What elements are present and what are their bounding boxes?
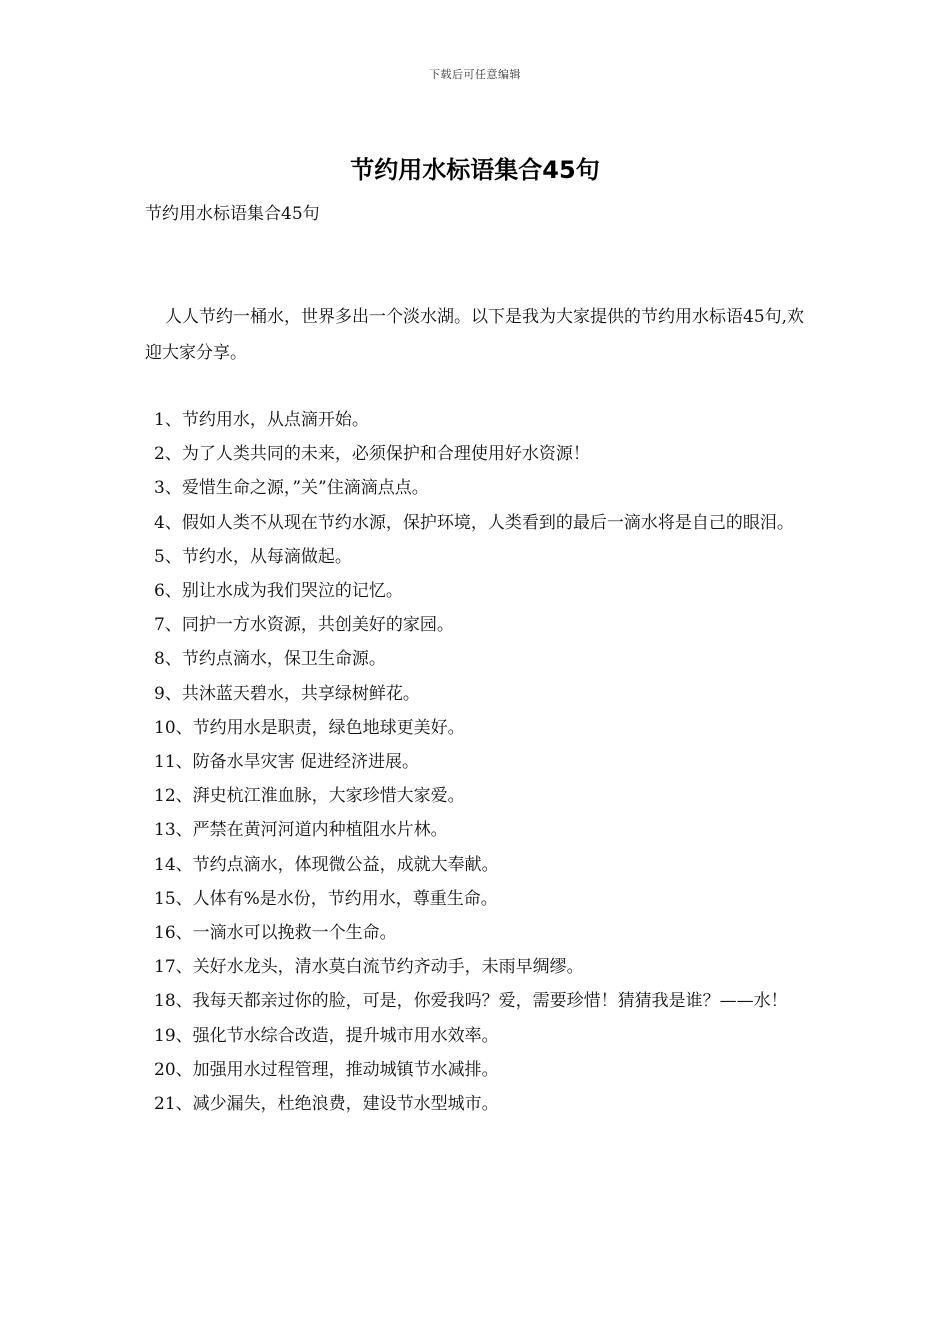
slogan-list: [145, 403, 810, 1121]
document-subtitle: 节约用水标语集合45句: [145, 204, 320, 224]
header-note: 下载后可任意编辑: [429, 68, 521, 81]
list-item: 18、我每天都亲过你的脸，可是，你爱我吗？爱，需要珍惜！猜猜我是谁？——水！: [154, 991, 788, 1012]
list-item: 4、假如人类不从现在节约水源，保护环境，人类看到的最后一滴水将是自己的眼泪。: [154, 512, 794, 533]
list-item: 2、为了人类共同的未来，必须保护和合理使用好水资源！: [154, 444, 590, 465]
intro-paragraph: 人人节约一桶水，世界多出一个淡水湖。以下是我为大家提供的节约用水标语45句,欢迎大家分享。: [145, 307, 805, 363]
list-item: 17、关好水龙头，清水莫白流节约齐动手，未雨早绸缪。: [154, 957, 584, 978]
list-item: 16、一滴水可以挽救一个生命。: [154, 923, 397, 944]
list-item: 20、加强用水过程管理，推动城镇节水减排。: [154, 1059, 499, 1080]
list-item: 9、共沐蓝天碧水，共享绿树鲜花。: [154, 683, 420, 704]
document-title: 节约用水标语集合45句: [350, 156, 600, 184]
list-item: 7、同护一方水资源，共创美好的家园。: [154, 615, 454, 636]
list-item: 13、严禁在黄河河道内种植阻水片林。: [154, 820, 448, 841]
list-item: 15、人体有%是水份，节约用水，尊重生命。: [154, 888, 498, 909]
list-item: 14、节约点滴水，体现微公益，成就大奉献。: [154, 854, 499, 875]
list-item: 1、节约用水，从点滴开始。: [154, 410, 369, 430]
list-item: 11、防备水旱灾害 促进经济进展。: [154, 752, 420, 773]
list-item: 8、节约点滴水，保卫生命源。: [154, 649, 386, 670]
list-item: 19、强化节水综合改造，提升城市用水效率。: [154, 1025, 499, 1046]
list-item: 3、爱惜生命之源，”关”住滴滴点点。: [154, 478, 429, 499]
list-item: 6、别让水成为我们哭泣的记忆。: [154, 581, 403, 602]
list-item: 10、节约用水是职责，绿色地球更美好。: [154, 717, 465, 738]
list-item: 21、减少漏失，杜绝浪费，建设节水型城市。: [154, 1094, 499, 1115]
list-item: 12、湃史杭江淮血脉，大家珍惜大家爱。: [154, 786, 465, 807]
list-item: 5、节约水，从每滴做起。: [154, 546, 352, 567]
